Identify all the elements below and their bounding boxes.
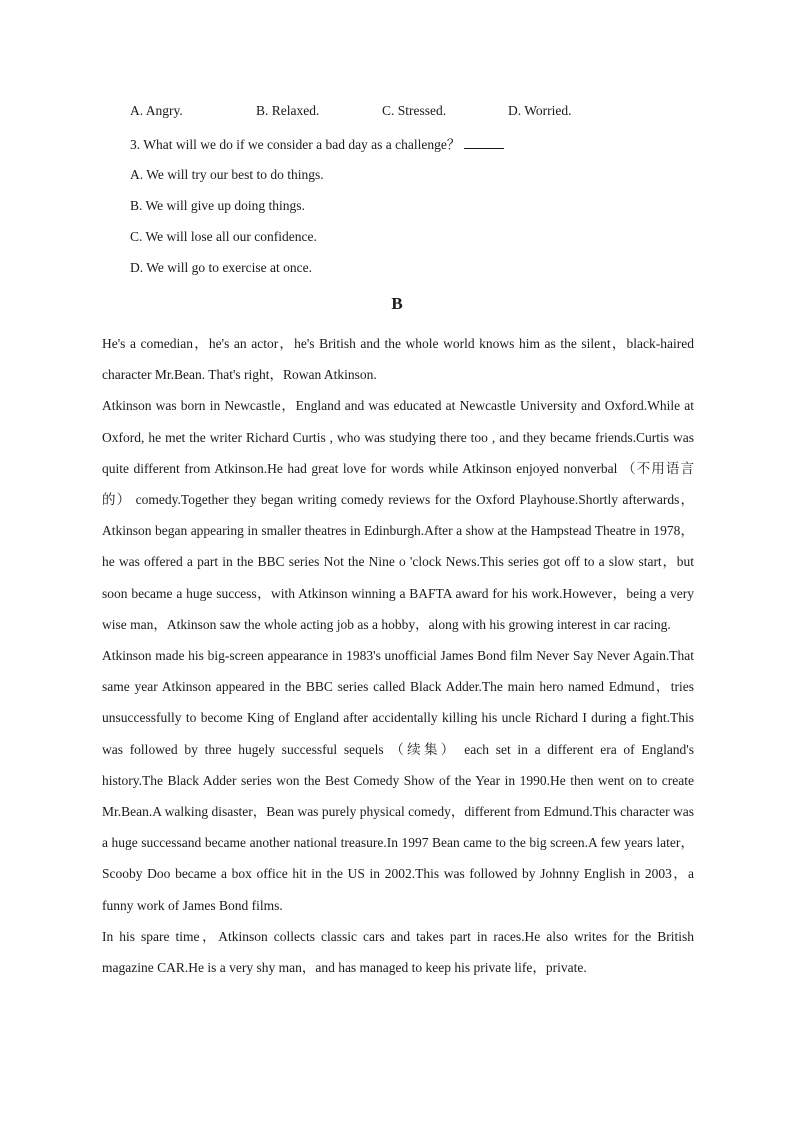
question-3-option-b: B. We will give up doing things. xyxy=(130,198,305,213)
passage-paragraph-1: He's a comedian，he's an actor，he's British and the whole world knows him as the silent，black-haired character Mr.Bean. That's right，Rowan Atkinson. xyxy=(102,336,694,383)
passage-paragraph-3: Atkinson made his big-screen appearance in 1983's unofficial James Bond film Never Say Never Again.That same year Atkinson appeared in the BBC series called Black Adder.The main hero named Edmund，tries unsuccessfully to become King of England after accidentally killing his uncle Richard I during a fight.This was followed by three hugely successful sequels （续集） each set in a different era of England's history.The Black Adder series won the Best Comedy Show of the Year in 1990.He then went on to create Mr.Bean.A walking disaster，Bean was purely physical comedy，different from Edmund.This character was a huge successand became another national treasure.In 1997 Bean came to the big screen.A few years later，Scooby Doo became a box office hit in the US in 2002.This was followed by Johnny English in 2003，a funny work of James Bond films. xyxy=(102,648,694,913)
option-c: C. Stressed. xyxy=(382,103,447,118)
passage-paragraph-2: Atkinson was born in Newcastle，England and was educated at Newcastle University and Oxford.While at Oxford, he met the writer Richard Curtis , who was studying there too , and they became friends.Curtis was quite different from Atkinson.He had great love for words while Atkinson enjoyed nonverbal （不用语言的） comedy.Together they began writing comedy reviews for the Oxford Playhouse.Shortly afterwards，Atkinson began appearing in smaller theatres in Edinburgh.After a show at the Hampstead Theatre in 1978，he was offered a part in the BBC series Not the Nine o 'clock News.This series got off to a slow start，but soon became a huge success，with Atkinson winning a BAFTA award for his work.However，being a very wise man，Atkinson saw the whole acting job as a hobby，along with his growing interest in car racing. xyxy=(102,398,694,632)
answer-blank xyxy=(464,134,504,149)
question-3-text: 3. What will we do if we consider a bad day as a challenge？ xyxy=(130,137,461,152)
option-a: A. Angry. xyxy=(130,103,183,118)
option-d: D. Worried. xyxy=(508,103,572,118)
question-3-option-c: C. We will lose all our confidence. xyxy=(130,229,317,244)
question-3-stem xyxy=(130,134,504,154)
reading-passage xyxy=(102,328,694,983)
passage-paragraph-4: In his spare time，Atkinson collects classic cars and takes part in races.He also writes for the British magazine CAR.He is a very shy man，and has managed to keep his private life，private. xyxy=(102,928,694,976)
question-3-option-d: D. We will go to exercise at once. xyxy=(130,260,312,275)
question-2-options xyxy=(130,103,690,123)
option-b: B. Relaxed. xyxy=(256,103,320,118)
question-3-option-a: A. We will try our best to do things. xyxy=(130,167,324,182)
section-title: B xyxy=(391,294,403,313)
